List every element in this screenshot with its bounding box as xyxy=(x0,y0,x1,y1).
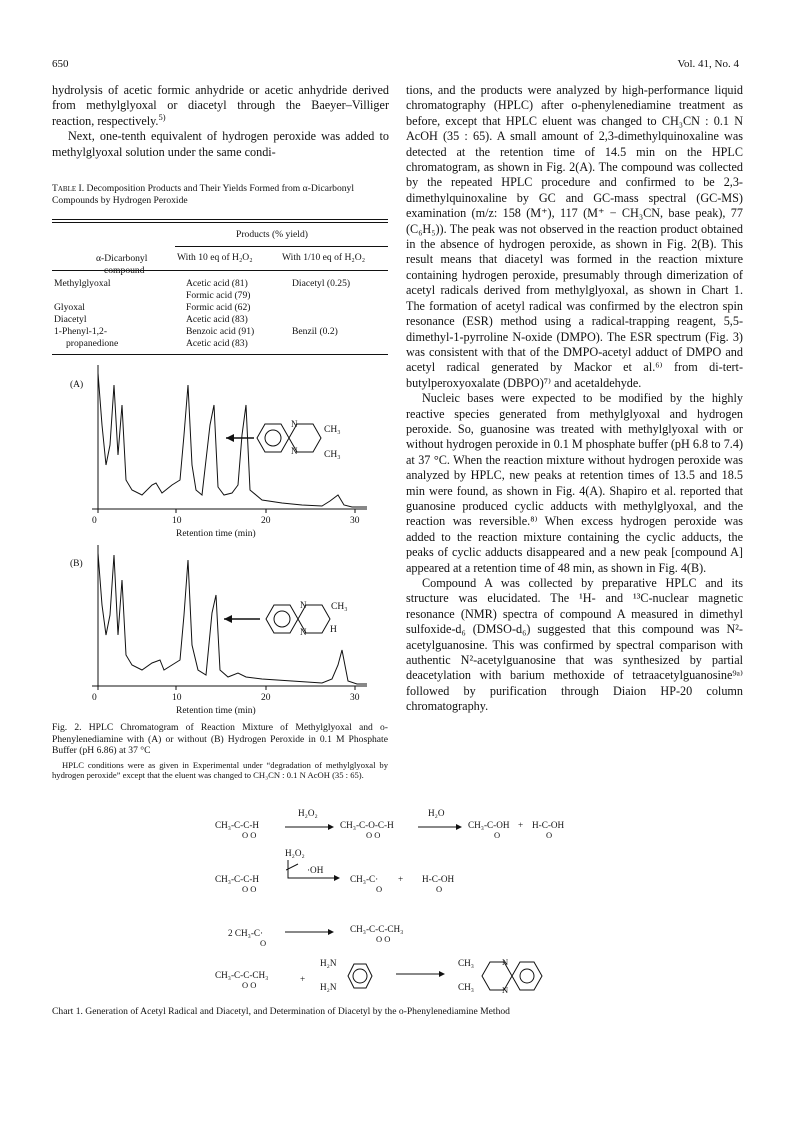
r2-prod2: H-C-OH xyxy=(422,874,455,884)
r1-reagent: H₂O₂ xyxy=(298,808,318,818)
r4-arrow xyxy=(396,970,446,978)
th-1-10eq: With 1/10 eq of H₂O₂ xyxy=(282,252,366,263)
right-column-text xyxy=(406,83,743,715)
caption-main: Fig. 2. HPLC Chromatogram of Reaction Mixture of Methylglyoxal and o-Phenylenediamine with (A) or without (B) Hydrogen Peroxide in 0.1 M Phosphate Buffer (pH 6.86) at 37 °C xyxy=(52,722,388,757)
right-para-3: Compound A was collected by preparative HPLC and its structure was elucidated. The ¹H- and ¹³C-nuclear magnetic resonance (NMR) spectra of compound A measured in dimethyl sulfoxide-d₆ (DMSO-d₆) suggested that this compound was N²-acetylguanosine. This was confirmed by spectral comparison with authentic N²-acetylguanosine that was synthesized by partial deacetylation with barium methoxide of tetraacetylguanosine⁹ᵃ⁾ followed by purification through Diaion HP-20 column chromatography. xyxy=(406,576,743,714)
r2-reagent: H₂O₂ xyxy=(285,848,305,858)
r4-reactant: CH₃-C-C-CH₃ xyxy=(215,970,269,980)
r1-prod2-o: O xyxy=(546,830,553,840)
right-para-1: tions, and the products were analyzed by high-performance liquid chromatography (HPLC) after o-phenylenediamine treatment as before, except that HPLC eluent was changed to CH₃CN : 0.1 N AcOH (35 : 65). A small amount of 2,3-dimethylquinoxaline was detected at the retention time of 14.5 min on the HPLC chromatogram, as shown in Fig. 2(A). The compound was collected by the repeated HPLC procedure and confirmed to be 2,3-dimethylquinoxaline by GC and GC-mass spectral (GC-MS) examination (m/z: 158 (M⁺), 117 (M⁺ − CH₃CN, base peak), 77 (C₆H₅)). The peak was not observed in the reaction product obtained in the absence of hydrogen peroxide, as shown in Fig. 2(B). This result means that diacetyl was formed in the reaction mixture containing hydrogen peroxide, presumably through dimerization of acetyl radicals derived from methylglyoxal, as shown in Chart 1. The formation of acetyl radical was confirmed by the electron spin resonance (ESR) method using a radical-trapping reagent, 5,5-dimethyl-1-pyrroline N-oxide (DMPO). The ESR spectrum (Fig. 3) was consistent with that of the DMPO-acetyl adduct of DMPO and acetyl radical generated by Mackor et al.⁶⁾ from di-tert-butylperoxyoxalate (DBPO)⁷⁾ and acetaldehyde. xyxy=(406,83,743,390)
chart-1-scheme xyxy=(200,808,600,998)
struct-a-sub1: CH₃ xyxy=(324,425,341,435)
svg-text:N: N xyxy=(502,957,509,967)
phenylenediamine-ring xyxy=(340,956,380,996)
r4-amine1: H₂N xyxy=(320,958,337,968)
td-with10: Benzoic acid (91) xyxy=(186,326,255,337)
svg-text:N: N xyxy=(300,600,307,610)
r1-prod2: H-C-OH xyxy=(532,820,565,830)
journal-volume: Vol. 41, No. 4 xyxy=(677,58,739,70)
td-with10: Acetic acid (83) xyxy=(186,314,248,325)
tick-30: 30 xyxy=(350,693,360,703)
r4-reactant-o: O O xyxy=(242,980,257,990)
quinoxaline-structure-b xyxy=(266,605,330,633)
td-with110: Diacetyl (0.25) xyxy=(292,278,351,289)
r2-prod2-o: O xyxy=(436,884,443,894)
figure-2-caption xyxy=(52,722,388,781)
r1-prod1: CH₃-C-OH xyxy=(468,820,510,830)
r1-plus: + xyxy=(518,820,524,830)
td-with10: Acetic acid (83) xyxy=(186,338,248,349)
table-rule-mid xyxy=(52,270,388,271)
table-rule-top-2 xyxy=(52,222,388,223)
td-compound: 1-Phenyl-1,2- xyxy=(54,326,108,337)
arrowhead-b xyxy=(224,615,232,623)
panel-a-label: (A) xyxy=(70,380,84,390)
svg-text:N: N xyxy=(502,985,509,995)
r3-product-o: O O xyxy=(376,934,391,944)
table-title: Table I. Decomposition Products and Their Yields Formed from α-Dicarbonyl Compounds by Hydrogen Peroxide xyxy=(52,183,355,206)
th-10eq: With 10 eq of H₂O₂ xyxy=(177,252,253,263)
left-column-text xyxy=(52,83,389,160)
r2-plus: + xyxy=(398,874,404,884)
r3-arrow xyxy=(285,928,335,936)
r2-prod1-o: O xyxy=(376,884,383,894)
left-para-2: Next, one-tenth equivalent of hydrogen peroxide was added to methylglyoxal solution under the same condi- xyxy=(52,129,389,159)
svg-text:N: N xyxy=(291,419,298,429)
r3-reactant-o: O xyxy=(260,938,267,948)
panel-b-label: (B) xyxy=(70,559,83,569)
td-compound: Diacetyl xyxy=(54,314,87,325)
arrowhead-a xyxy=(226,434,234,442)
r4-prod-me1: CH₃ xyxy=(458,958,474,968)
r1-int-oxygens: O O xyxy=(366,830,381,840)
r1-reactant: CH₃-C-C-H xyxy=(215,820,260,830)
tick-20: 20 xyxy=(261,693,271,703)
caption-note: HPLC conditions were as given in Experimental under “degradation of methylglyoxal by hydrogen peroxide” except that the eluent was changed to CH₃CN : 0.1 N AcOH (35 : 65). xyxy=(52,759,388,781)
r4-prod-me2: CH₃ xyxy=(458,982,474,992)
th-products: Products (% yield) xyxy=(236,229,308,240)
th-compound-2: compound xyxy=(104,265,145,276)
table-rule-top xyxy=(52,219,388,220)
r2-reactant: CH₃-C-C-H xyxy=(215,874,260,884)
tick-0: 0 xyxy=(92,516,97,526)
tick-10: 10 xyxy=(172,693,182,703)
tick-0: 0 xyxy=(92,693,97,703)
td-compound: propanedione xyxy=(66,338,119,349)
x-label-b: Retention time (min) xyxy=(176,706,256,715)
r3-product: CH₃-C-C-CH₃ xyxy=(350,924,404,934)
r1-arrow xyxy=(285,823,335,831)
r1-intermediate: CH₃-C-O-C-H xyxy=(340,820,394,830)
r2-radical: ·OH xyxy=(307,865,324,875)
r2-prod1: CH₃-C· xyxy=(350,874,379,884)
r1-reagent2: H₂O xyxy=(428,808,445,818)
quinoxaline-product xyxy=(478,954,548,998)
svg-text:N: N xyxy=(300,627,307,637)
tick-30: 30 xyxy=(350,516,360,526)
tick-10: 10 xyxy=(172,516,182,526)
r4-amine2: H₂N xyxy=(320,982,337,992)
tick-20: 20 xyxy=(261,516,271,526)
table-rule-bottom xyxy=(52,354,388,355)
right-para-2: Nucleic bases were expected to be modified by the highly reactive species generated from methylglyoxal and hydrogen peroxide. So, guanosine was treated with methylglyoxal with or without hydrogen peroxide in 0.1 M phosphate buffer (pH 6.8 to 7.4) at 37 °C. When the reaction mixture without hydrogen peroxide was analyzed by HPLC, new peaks at retention times of 13.5 and 18.5 min were found, as shown in Fig. 4(A). Shapiro et al. reported that guanosine produced cyclic adducts with methylglyoxal, and the reaction was reversible.⁸⁾ When excess hydrogen peroxide was added to the reaction mixture containing the cyclic adducts, the peaks of cyclic adducts disappeared and a new peak [compound A] appeared at a retention time of 48 min, as shown in Fig. 4(B). xyxy=(406,391,743,575)
td-with10: Formic acid (62) xyxy=(186,302,251,313)
struct-a-sub2: CH₃ xyxy=(324,450,341,460)
r1-oxygens: O O xyxy=(242,830,257,840)
struct-b-sub1: CH₃ xyxy=(331,602,348,612)
x-label-a: Retention time (min) xyxy=(176,529,256,539)
table-rule-sub xyxy=(175,246,388,247)
td-compound: Methylglyoxal xyxy=(54,278,111,289)
r1-prod1-o: O xyxy=(494,830,501,840)
td-with10: Acetic acid (81) xyxy=(186,278,248,289)
r4-plus: + xyxy=(300,974,306,984)
th-compound-1: α-Dicarbonyl xyxy=(96,253,148,264)
chart-1-caption: Chart 1. Generation of Acetyl Radical and Diacetyl, and Determination of Diacetyl by the o-Phenylenediamine Method xyxy=(52,1006,510,1017)
page-number: 650 xyxy=(52,58,69,70)
r1-arrow-2 xyxy=(418,823,463,831)
r2-oxygens: O O xyxy=(242,884,257,894)
svg-text:N: N xyxy=(291,446,298,456)
left-para-1: hydrolysis of acetic formic anhydride or acetic anhydride derived from methylglyoxal or diacetyl through the Baeyer–Villiger reaction, respectively.$^{5)}$ xyxy=(52,83,389,128)
td-compound: Glyoxal xyxy=(54,302,85,313)
r3-reactant: 2 CH₃-C· xyxy=(228,928,264,938)
struct-b-sub2: H xyxy=(330,625,337,635)
quinoxaline-structure-a xyxy=(257,424,321,452)
td-with110: Benzil (0.2) xyxy=(292,326,338,337)
td-with10: Formic acid (79) xyxy=(186,290,251,301)
chromatogram-svg xyxy=(52,365,397,715)
